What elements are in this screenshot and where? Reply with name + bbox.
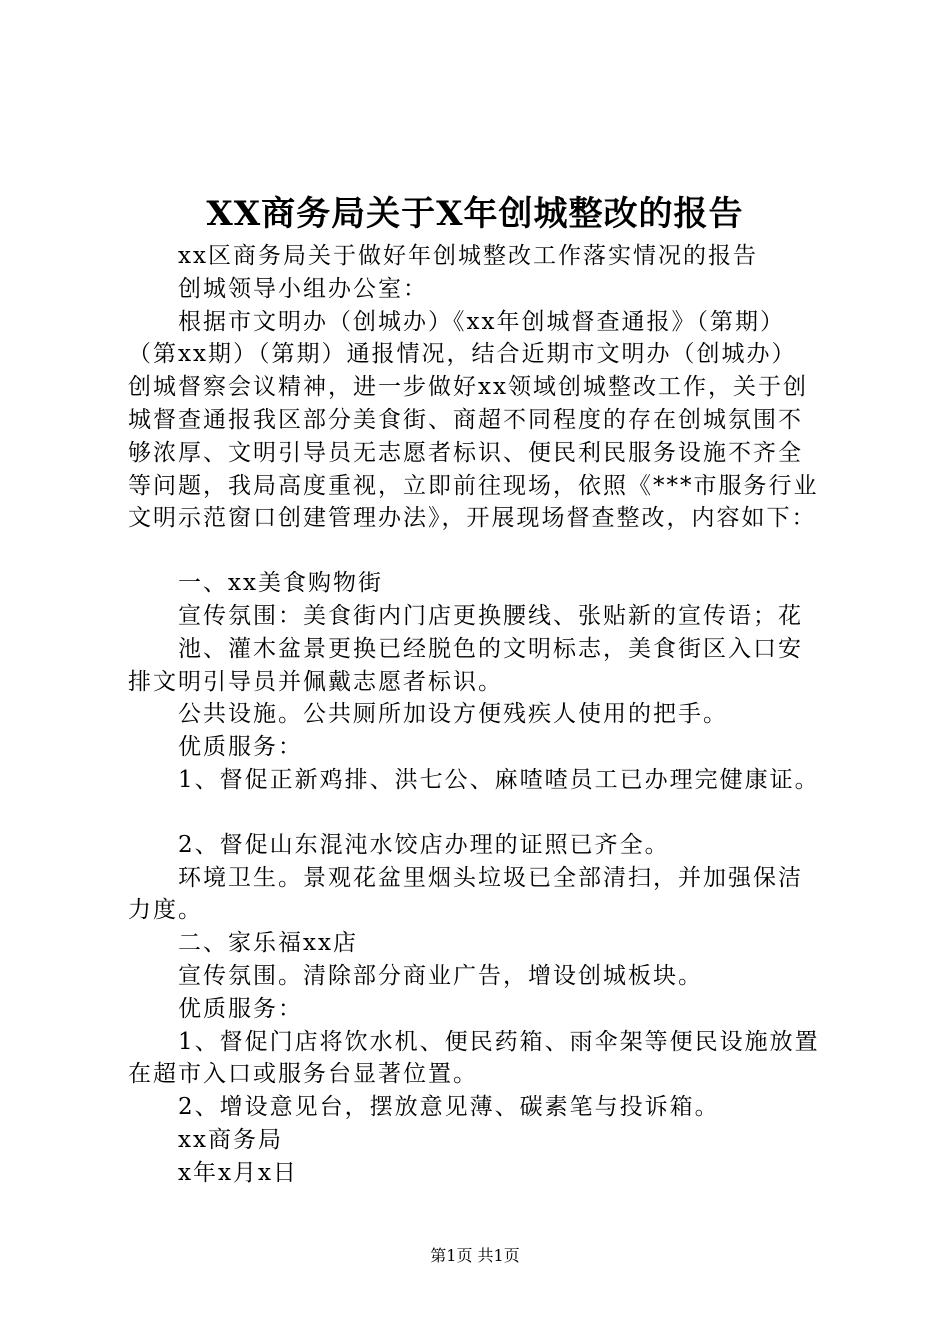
report-subtitle: xx区商务局关于做好年创城整改工作落实情况的报告 bbox=[178, 243, 758, 269]
blank-line bbox=[128, 535, 828, 567]
list-item: 1、督促正新鸡排、洪七公、麻喳喳员工已办理完健康证。 bbox=[178, 766, 820, 793]
blank-line bbox=[128, 797, 828, 829]
paragraph-line: 宣传氛围：美食街内门店更换腰线、张贴新的宣传语；花 bbox=[178, 602, 803, 629]
document-body bbox=[128, 240, 828, 1190]
list-item: 2、督促山东混沌水饺店办理的证照已齐全。 bbox=[178, 831, 670, 858]
section-heading: 二、家乐福xx店 bbox=[178, 930, 358, 957]
paragraph-line: 优质服务： bbox=[178, 995, 303, 1022]
paragraph-line: 优质服务： bbox=[178, 734, 303, 761]
paragraph-line: 宣传氛围。清除部分商业广告，增设创城板块。 bbox=[178, 962, 703, 989]
paragraph-line: 力度。 bbox=[128, 897, 203, 924]
paragraph-line: 文明示范窗口创建管理办法》，开展现场督查整改，内容如下： bbox=[128, 505, 817, 532]
paragraph-line: 环境卫生。景观花盆里烟头垃圾已全部清扫，并加强保洁 bbox=[178, 864, 803, 891]
paragraph-line: 城督查通报我区部分美食街、商超不同程度的存在创城氛围不 bbox=[128, 406, 803, 433]
paragraph-line: 等问题，我局高度重视，立即前往现场，依照《***市服务行业 bbox=[128, 472, 819, 499]
document-title: XX商务局关于X年创城整改的报告 bbox=[206, 194, 744, 234]
paragraph-line: 根据市文明办（创城办）《xx年创城督查通报》（第期） bbox=[178, 308, 785, 335]
paragraph-line: 创城督察会议精神，进一步做好xx领域创城整改工作，关于创 bbox=[128, 374, 808, 401]
list-item: 1、督促门店将饮水机、便民药箱、雨伞架等便民设施放置 bbox=[178, 1028, 820, 1055]
paragraph-line: （第xx期）（第期）通报情况，结合近期市文明办（创城办） bbox=[128, 341, 797, 368]
page-footer: 第1页 共1页 bbox=[430, 1246, 520, 1265]
signature-org: xx商务局 bbox=[178, 1126, 283, 1153]
list-item: 2、增设意见台，摆放意见薄、碳素笔与投诉箱。 bbox=[178, 1094, 720, 1121]
paragraph-line: 池、灌木盆景更换已经脱色的文明标志，美食街区入口安 bbox=[178, 635, 803, 662]
addressee: 创城领导小组办公室： bbox=[178, 275, 428, 302]
signature-date: x年x月x日 bbox=[178, 1159, 298, 1186]
paragraph-line: 公共设施。公共厕所加设方便残疾人使用的把手。 bbox=[178, 701, 728, 728]
paragraph-line: 在超市入口或服务台显著位置。 bbox=[128, 1061, 478, 1088]
paragraph-line: 够浓厚、文明引导员无志愿者标识、便民利民服务设施不齐全 bbox=[128, 439, 803, 466]
paragraph-line: 排文明引导员并佩戴志愿者标识。 bbox=[128, 668, 503, 695]
section-heading: 一、xx美食购物街 bbox=[178, 570, 383, 597]
